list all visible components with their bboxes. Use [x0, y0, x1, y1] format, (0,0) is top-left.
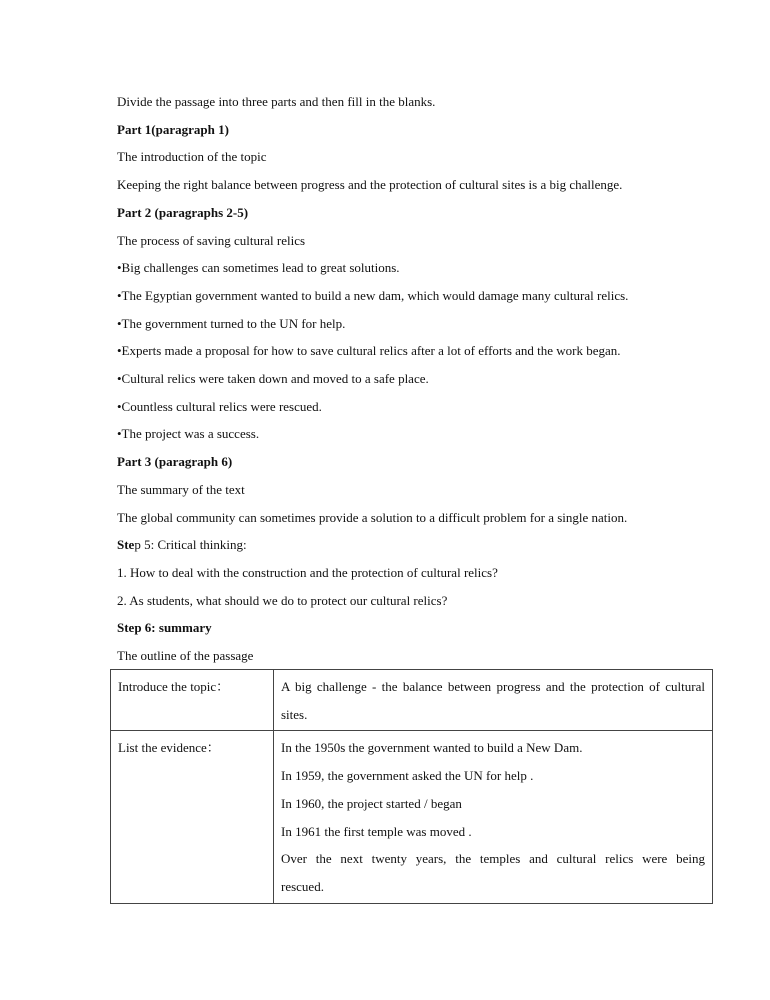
table-row [111, 731, 713, 903]
step6-heading: Step 6: summary [117, 620, 212, 636]
step5-question: 2. As students, what should we do to protect our cultural relics? [117, 592, 448, 608]
table-content-cell [274, 731, 713, 903]
part2-bullet: •The government turned to the UN for help. [117, 315, 346, 331]
table-content-cell [274, 670, 713, 731]
table-cell-line: In 1960, the project started / began [281, 795, 462, 811]
part2-bullet: •The project was a success. [117, 426, 260, 442]
part1-text: Keeping the right balance between progress and the protection of cultural sites is a big challenge. [117, 177, 623, 193]
part2-bullet: •Experts made a proposal for how to save cultural relics after a lot of efforts and the work began. [117, 343, 621, 359]
part3-heading: Part 3 (paragraph 6) [117, 454, 233, 470]
step5-question: 1. How to deal with the construction and the protection of cultural relics? [117, 564, 498, 580]
part2-title: The process of saving cultural relics [117, 232, 306, 248]
part2-bullet: •Countless cultural relics were rescued. [117, 398, 322, 414]
table-cell-line: In the 1950s the government wanted to build a New Dam. [281, 740, 583, 756]
table-cell-line: rescued. [281, 878, 324, 894]
part2-bullet: •Big challenges can sometimes lead to great solutions. [117, 260, 400, 276]
table-cell-line: In 1959, the government asked the UN for help . [281, 768, 534, 784]
part2-bullet: •Cultural relics were taken down and moved to a safe place. [117, 371, 429, 387]
table-label-cell: List the evidence： [111, 731, 274, 903]
part2-bullet: •The Egyptian government wanted to build a new dam, which would damage many cultural relics. [117, 287, 629, 303]
outline-title: The outline of the passage [117, 648, 254, 664]
part1-title: The introduction of the topic [117, 149, 267, 165]
table-cell-line: sites. [281, 706, 308, 722]
part2-heading: Part 2 (paragraphs 2-5) [117, 204, 249, 220]
table-row [111, 670, 713, 731]
document-body [117, 88, 713, 670]
part3-text: The global community can sometimes provide a solution to a difficult problem for a single nation. [117, 509, 628, 525]
instruction-text: Divide the passage into three parts and then fill in the blanks. [117, 94, 436, 109]
outline-table [110, 669, 713, 904]
table-label-cell: Introduce the topic： [111, 670, 274, 731]
step5-heading [117, 531, 713, 559]
table-cell-line: Over the next twenty years, the temples and cultural relics were being [281, 851, 705, 867]
step5-heading-bold: Ste [117, 537, 135, 553]
part3-title: The summary of the text [117, 481, 245, 497]
step5-heading-rest: p 5: Critical thinking: [134, 537, 247, 553]
table-cell-line: In 1961 the first temple was moved . [281, 823, 472, 839]
part1-heading: Part 1(paragraph 1) [117, 121, 229, 137]
table-cell-line: A big challenge - the balance between progress and the protection of cultural [281, 679, 705, 694]
